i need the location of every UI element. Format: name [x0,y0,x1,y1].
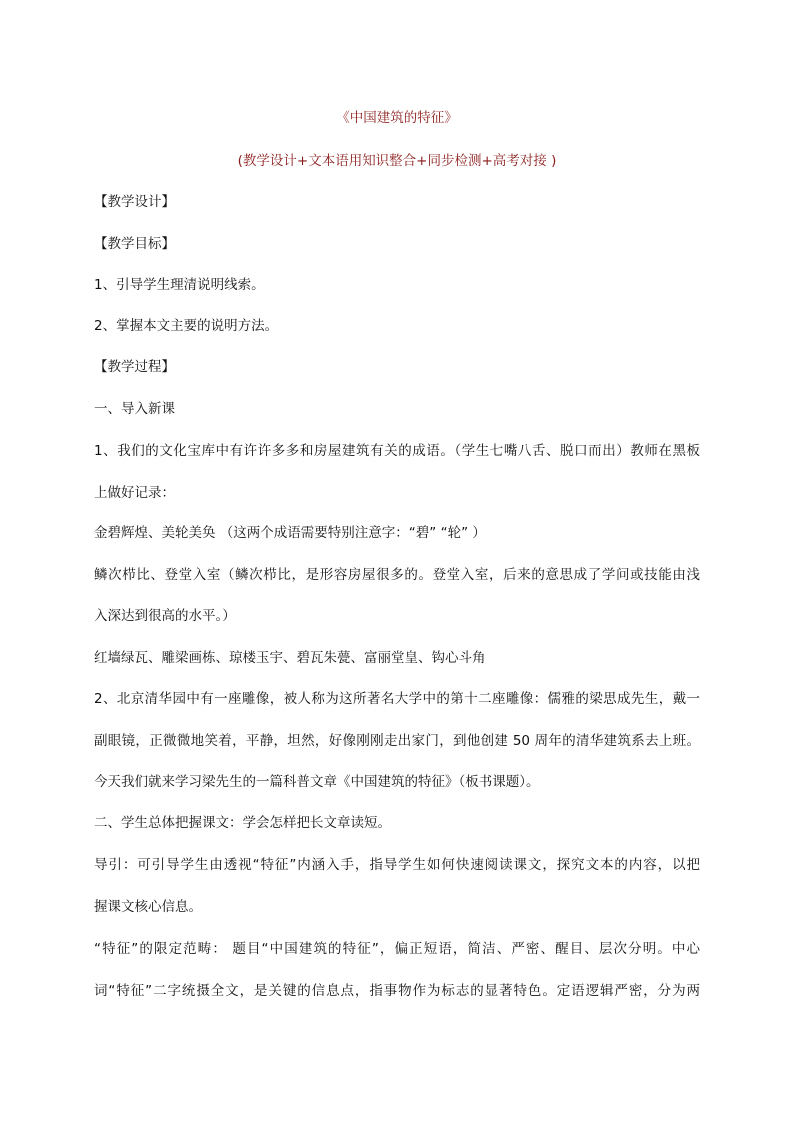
idiom-line: 金碧辉煌、美轮美奂 （这两个成语需要特别注意字：“碧” “轮” ） [94,525,486,541]
paragraph-line: “特征”的限定范畴： 题目“中国建筑的特征”，偏正短语，简洁、严密、醒目、层次分明。中心 [94,941,701,957]
step-heading-introduction: 一、导入新课 [94,401,175,417]
step-heading-overall-grasp: 二、学生总体把握课文：学会怎样把长文章读短。 [94,815,391,831]
idiom-line: 红墙绿瓦、雕梁画栋、琼楼玉宇、碧瓦朱甍、富丽堂皇、钩心斗角 [94,650,486,666]
paragraph-line: 1、我们的文化宝库中有许许多多和房屋建筑有关的成语。（学生七嘴八舌、脱口而出）教师在黑板 [94,443,700,459]
paragraph-line: 握课文核心信息。 [94,899,202,915]
section-heading-teaching-process: 【教学过程】 [94,359,175,375]
goal-item-1: 1、引导学生理清说明线索。 [94,277,265,293]
paragraph-line: 上做好记录： [94,485,175,501]
goal-item-2: 2、掌握本文主要的说明方法。 [94,318,279,334]
paragraph-line: 词“特征”二字统摄全文，是关键的信息点，指事物作为标志的显著特色。定语逻辑严密，分为两 [94,983,700,999]
idiom-line: 鳞次栉比、登堂入室（鳞次栉比，是形容房屋很多的。登堂入室，后来的意思成了学问或技能由浅 [94,567,700,583]
paragraph-line: 今天我们就来学习梁先生的一篇科普文章《中国建筑的特征》（板书课题）。 [94,774,540,790]
paragraph-line: 2、北京清华园中有一座雕像，被人称为这所著名大学中的第十二座雕像：儒雅的梁思成先生，戴一 [94,691,700,707]
paragraph-line: 副眼镜，正微微地笑着，平静，坦然，好像刚刚走出家门，到他创建 50 周年的清华建筑系去上班。 [94,733,700,749]
document-title: 《中国建筑的特征》 [336,110,458,126]
paragraph-line: 导引：可引导学生由透视“特征”内涵入手，指导学生如何快速阅读课文，探究文本的内容，以把 [94,857,700,873]
section-heading-teaching-goals: 【教学目标】 [94,236,175,252]
document-subtitle: (教学设计+文本语用知识整合+同步检测+高考对接 ) [237,153,557,169]
paragraph-line: 入深达到很高的水平。） [94,608,236,624]
section-heading-teaching-design: 【教学设计】 [94,194,175,210]
